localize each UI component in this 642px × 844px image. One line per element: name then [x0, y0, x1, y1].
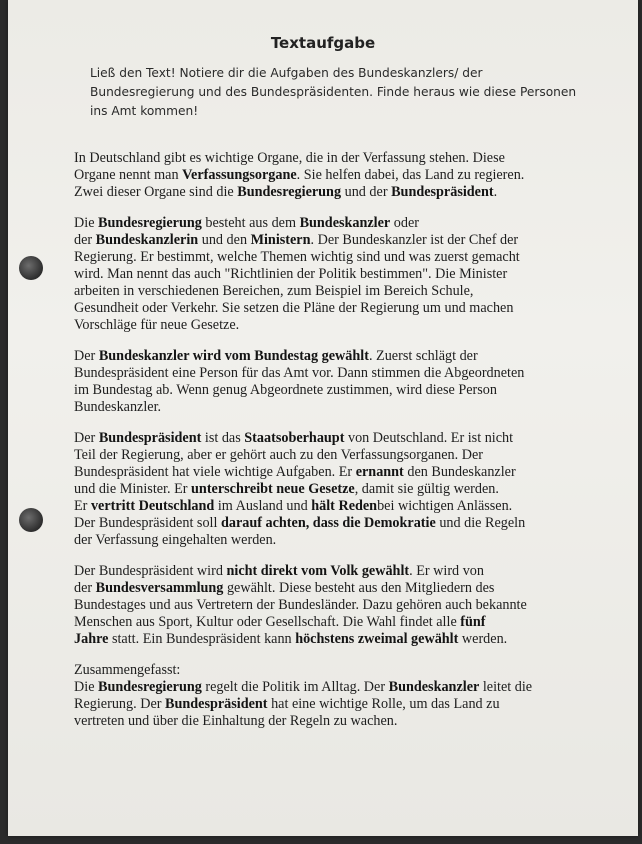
paragraph-bundespraesident [74, 430, 594, 549]
text-line: Teil der Regierung, aber er gehört auch zu den Verfassungsorganen. Der [74, 447, 483, 463]
paragraph-intro [74, 150, 594, 201]
bold-term: Bundesversammlung [95, 580, 224, 596]
bold-term: nicht direkt vom Volk gewählt [226, 563, 410, 579]
text-line: vertreten und über die Einhaltung der Regeln zu wachen. [74, 713, 398, 729]
text-span: und den [198, 232, 251, 248]
text-span: von Deutschland. Er ist nicht [344, 430, 514, 446]
text-line [74, 515, 594, 532]
task-line: ins Amt kommen! [90, 104, 199, 118]
text-line: Gesundheit oder Verkehr. Sie setzen die Pläne der Regierung um und machen [74, 300, 514, 316]
text-span: Die [74, 679, 99, 695]
text-span: leitet die [479, 679, 533, 695]
text-line [74, 464, 594, 481]
text-span: Der [74, 430, 99, 446]
text-line [74, 430, 594, 447]
text-line: der Verfassung eingehalten werden. [74, 532, 277, 548]
text-span: gewählt. Diese besteht aus den Mitgliedern des [223, 580, 495, 596]
document-page [8, 0, 638, 836]
text-span: oder [390, 215, 419, 231]
bold-term: Bundespräsident [98, 430, 202, 446]
text-span: bei wichtigen Anlässen. [377, 498, 513, 514]
text-span: Der Bundespräsident wird [74, 563, 227, 579]
text-line: In Deutschland gibt es wichtige Organe, die in der Verfassung stehen. Diese [74, 150, 505, 166]
text-line: Bundestages und aus Vertretern der Bundesländer. Dazu gehören auch bekannte [74, 597, 527, 613]
text-line: Bundespräsident eine Person für das Amt vor. Dann stimmen die Abgeordneten [74, 365, 525, 381]
text-line: Bundeskanzler. [74, 399, 162, 415]
bold-term: fünf [460, 614, 486, 630]
bold-term: ernannt [355, 464, 404, 480]
text-span: . Er wird von [409, 563, 484, 579]
bold-term: hält Reden [311, 498, 378, 514]
text-span: . [493, 184, 498, 200]
text-span: Die [74, 215, 99, 231]
bold-term: Bundespräsident [391, 184, 494, 200]
text-line [74, 580, 594, 597]
paragraph-praesidentenwahl [74, 563, 594, 648]
task-line: Bundesregierung und des Bundespräsidenten. Finde heraus wie diese Personen [90, 85, 577, 99]
text-line: Vorschläge für neue Gesetze. [74, 317, 240, 333]
text-line [74, 614, 594, 631]
text-span: hat eine wichtige Rolle, um das Land zu [267, 696, 500, 712]
paragraph-kanzlerwahl [74, 348, 594, 416]
text-span: und der [341, 184, 392, 200]
punch-hole-bottom [19, 508, 43, 532]
bold-term: darauf achten, dass die Demokratie [220, 515, 436, 531]
text-span: ist das [201, 430, 245, 446]
bold-term: Bundeskanzler wird vom Bundestag gewählt [98, 348, 369, 364]
text-span: werden. [458, 631, 508, 647]
text-span: der [74, 580, 96, 596]
text-line [74, 481, 594, 498]
text-span: den Bundeskanzler [403, 464, 516, 480]
text-line [74, 215, 594, 232]
text-span: Der Bundespräsident soll [74, 515, 221, 531]
bold-term: unterschreibt neue Gesetze [191, 481, 355, 497]
text-line: arbeiten in verschiedenen Bereichen, zum Beispiel im Bereich Schule, [74, 283, 474, 299]
text-line: wird. Man nennt das auch "Richtlinien der Politik bestimmen". Die Minister [74, 266, 508, 282]
text-span: Der [74, 348, 99, 364]
bold-term: Bundeskanzler [388, 679, 480, 695]
bold-term: höchstens zweimal gewählt [295, 631, 459, 647]
task-instructions [90, 64, 600, 121]
text-line [74, 563, 594, 580]
text-span: der [74, 232, 96, 248]
text-line: Regierung. Er bestimmt, welche Themen wichtig sind und was zuerst gemacht [74, 249, 520, 265]
text-span: . Zuerst schlägt der [368, 348, 478, 364]
text-span: Er [74, 498, 91, 514]
text-line: Zusammengefasst: [74, 662, 181, 678]
text-span: . Sie helfen dabei, das Land zu regieren. [296, 167, 525, 183]
text-span: Organe nennt man [74, 167, 183, 183]
task-line: Ließ den Text! Notiere dir die Aufgaben des Bundeskanzlers/ der [90, 66, 483, 80]
page-title: Textaufgabe [270, 34, 376, 52]
text-line [74, 348, 594, 365]
bold-term: Jahre [74, 631, 109, 647]
text-span: und die Regeln [435, 515, 526, 531]
bold-term: Bundesregierung [98, 215, 202, 231]
main-text [74, 150, 594, 744]
text-line [74, 232, 594, 249]
text-span: Bundespräsident hat viele wichtige Aufgaben. Er [74, 464, 356, 480]
text-span: Menschen aus Sport, Kultur oder Gesellschaft. Die Wahl findet alle [74, 614, 461, 630]
text-span: im Ausland und [214, 498, 312, 514]
text-line [74, 498, 594, 515]
text-line [74, 167, 594, 184]
bold-term: vertritt Deutschland [90, 498, 215, 514]
punch-hole-top [19, 256, 43, 280]
text-span: , damit sie gültig werden. [354, 481, 499, 497]
text-span: Zwei dieser Organe sind die [74, 184, 238, 200]
bold-term: Bundespräsident [165, 696, 268, 712]
text-line [74, 679, 594, 696]
paragraph-bundesregierung [74, 215, 594, 334]
bold-term: Ministern [250, 232, 311, 248]
bold-term: Bundeskanzler [299, 215, 391, 231]
bold-term: Verfassungsorgane [182, 167, 297, 183]
text-line: im Bundestag ab. Wenn genug Abgeordnete zustimmen, wird diese Person [74, 382, 497, 398]
text-line [74, 184, 594, 201]
bold-term: Bundeskanzlerin [95, 232, 199, 248]
text-line [74, 631, 594, 648]
text-span: regelt die Politik im Alltag. Der [201, 679, 389, 695]
bold-term: Bundesregierung [237, 184, 342, 200]
text-line [74, 696, 594, 713]
text-span: . Der Bundeskanzler ist der Chef der [310, 232, 519, 248]
text-span: besteht aus dem [201, 215, 300, 231]
paragraph-summary [74, 662, 594, 730]
bold-term: Staatsoberhaupt [244, 430, 345, 446]
bold-term: Bundesregierung [98, 679, 202, 695]
text-span: Regierung. Der [74, 696, 166, 712]
text-span: und die Minister. Er [74, 481, 192, 497]
text-span: statt. Ein Bundespräsident kann [108, 631, 296, 647]
